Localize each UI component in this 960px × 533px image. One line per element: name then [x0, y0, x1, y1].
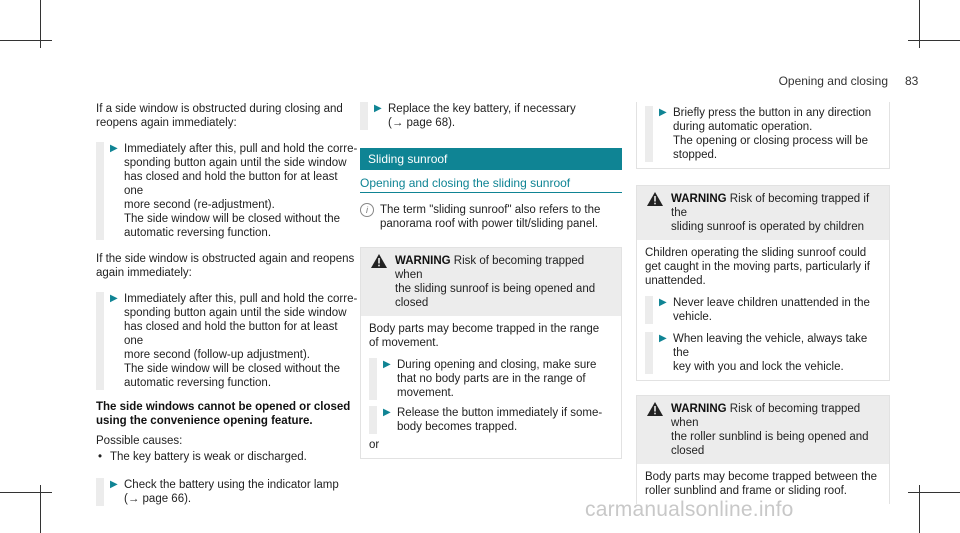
warning-step: [369, 358, 613, 400]
step-line: Replace the key battery, if necessary: [388, 103, 576, 115]
warning-body-line: roller sunblind and frame or sliding roof.: [645, 485, 847, 497]
arrow-right-icon: ▶: [383, 359, 391, 370]
step-line: Immediately after this, pull and hold the corre-: [124, 293, 358, 305]
step-bar: [645, 106, 653, 162]
step-line: automatic reversing function.: [124, 377, 272, 389]
step-bar: [96, 292, 104, 390]
step-line: stopped.: [673, 149, 718, 161]
middle-column: [360, 102, 622, 459]
step-line: that no body parts are in the range of: [397, 373, 586, 385]
bold-heading-line: The side windows cannot be opened or closed: [96, 401, 351, 413]
step-line: more second (re-adjustment).: [124, 199, 275, 211]
instruction-step: [96, 478, 358, 506]
warning-box: [636, 185, 890, 381]
arrow-right-icon: ▶: [374, 103, 382, 114]
warning-triangle-icon: [371, 254, 387, 268]
step-line: movement.: [397, 387, 454, 399]
instruction-step: [96, 142, 358, 240]
or-text: or: [369, 439, 380, 451]
warning-body-line: get caught in the moving parts, particularly if: [645, 261, 871, 273]
crop-mark: [908, 40, 960, 41]
step-line: automatic reversing function.: [124, 227, 272, 239]
warning-body: [361, 316, 621, 458]
warning-body: [637, 240, 889, 380]
step-line: more second (follow-up adjustment).: [124, 349, 310, 361]
list-item-text: The key battery is weak or discharged.: [110, 451, 307, 463]
left-column: [96, 102, 358, 506]
warning-head-text: sliding sunroof is operated by children: [671, 221, 865, 233]
step-bar: [645, 296, 653, 324]
step-line: key with you and lock the vehicle.: [673, 361, 844, 373]
arrow-right-icon: ▶: [383, 407, 391, 418]
bold-heading-line: using the convenience opening feature.: [96, 415, 313, 427]
warning-head-text: Risk of becoming trapped if the: [671, 193, 870, 219]
warning-body-line: of movement.: [369, 337, 439, 349]
right-column: [636, 102, 890, 504]
instruction-step: [360, 102, 622, 130]
paragraph: If the side window is obstructed again and reopens again immediately:: [96, 253, 355, 279]
warning-head-text: the sliding sunroof is being opened and: [395, 283, 596, 295]
warning-header: [361, 248, 621, 316]
warning-label: WARNING: [395, 255, 451, 267]
warning-box: [360, 247, 622, 459]
step-bar: [645, 332, 653, 374]
step-line: vehicle.: [673, 311, 712, 323]
warning-step: [645, 296, 881, 324]
warning-head-text: Risk of becoming trapped when: [395, 255, 585, 281]
step-line: Briefly press the button in any direction: [673, 107, 872, 119]
step-line: Immediately after this, pull and hold the corre-: [124, 143, 358, 155]
page-number: 83: [905, 74, 919, 88]
step-bar: [96, 142, 104, 240]
arrow-right-icon: ▶: [110, 293, 118, 304]
step-line: Never leave children unattended in the: [673, 297, 870, 309]
step-line: Check the battery using the indicator lamp: [124, 479, 339, 491]
step-line: (→ page 68).: [388, 117, 456, 129]
step-line: has closed and hold the button for at least one: [124, 321, 338, 347]
warning-triangle-icon: [647, 192, 663, 206]
step-line: The side window will be closed without the: [124, 363, 341, 375]
step-line: sponding button again until the side window: [124, 307, 347, 319]
warning-label: WARNING: [671, 403, 727, 415]
continued-box: [636, 102, 890, 169]
warning-head-text: closed: [671, 445, 705, 457]
running-header: Opening and closing: [778, 74, 888, 88]
crop-mark: [0, 492, 52, 493]
step-line: (→ page 66).: [124, 493, 192, 505]
info-icon: i: [360, 203, 374, 217]
note-line: The term "sliding sunroof" also refers to the: [380, 204, 601, 216]
section-title: Sliding sunroof: [360, 148, 622, 170]
step-line: The opening or closing process will be: [673, 135, 868, 147]
continued-box-body: [637, 102, 889, 168]
warning-head-text: the roller sunblind is being opened and: [671, 431, 869, 443]
arrow-right-icon: ▶: [110, 143, 118, 154]
warning-step: [369, 406, 613, 434]
arrow-right-icon: ▶: [110, 479, 118, 490]
warning-body-line: Children operating the sliding sunroof could: [645, 247, 867, 259]
warning-head-text: closed: [395, 297, 429, 309]
warning-step: [645, 106, 881, 162]
warning-body-line: Body parts may become trapped in the range: [369, 323, 600, 335]
causes-label: Possible causes:: [96, 435, 183, 447]
warning-body-line: unattended.: [645, 275, 706, 287]
warning-step: [645, 332, 881, 374]
note: [360, 203, 622, 231]
step-line: When leaving the vehicle, always take the: [673, 333, 868, 359]
step-bar: [369, 406, 377, 434]
watermark: carmanualsonline.info: [585, 498, 794, 521]
subheading: Opening and closing the sliding sunroof: [360, 176, 622, 193]
step-bar: [369, 358, 377, 400]
note-line: panorama roof with power tilt/sliding panel.: [380, 218, 598, 230]
list-item: [96, 450, 358, 464]
instruction-step: [96, 292, 358, 390]
warning-header: [637, 186, 889, 240]
crop-mark: [908, 492, 960, 493]
warning-triangle-icon: [647, 402, 663, 416]
step-line: body becomes trapped.: [397, 421, 518, 433]
arrow-right-icon: ▶: [659, 107, 667, 118]
warning-head-text: Risk of becoming trapped when: [671, 403, 861, 429]
crop-mark: [0, 40, 52, 41]
bullet-icon: •: [98, 451, 103, 463]
step-line: has closed and hold the button for at least one: [124, 171, 338, 197]
step-line: During opening and closing, make sure: [397, 359, 597, 371]
step-line: The side window will be closed without the: [124, 213, 341, 225]
warning-header: [637, 396, 889, 464]
step-line: during automatic operation.: [673, 121, 813, 133]
arrow-right-icon: ▶: [659, 297, 667, 308]
warning-box: [636, 395, 890, 504]
step-line: Release the button immediately if some-: [397, 407, 603, 419]
warning-label: WARNING: [671, 193, 727, 205]
warning-body-line: Body parts may become trapped between the: [645, 471, 878, 483]
paragraph: If a side window is obstructed during closing and reopens again immediately:: [96, 103, 343, 129]
step-bar: [96, 478, 104, 506]
step-bar: [360, 102, 368, 130]
step-line: sponding button again until the side window: [124, 157, 347, 169]
bold-heading: [96, 400, 358, 428]
arrow-right-icon: ▶: [659, 333, 667, 344]
